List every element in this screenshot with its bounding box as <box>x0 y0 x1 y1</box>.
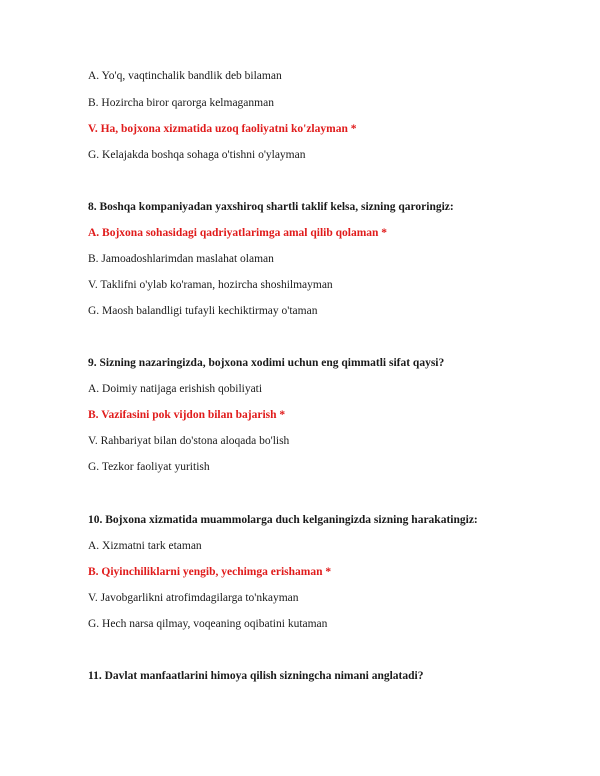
option-7a: A. Yo'q, vaqtinchalik bandlik deb bilaman <box>88 70 282 82</box>
option-10g: G. Hech narsa qilmay, voqeaning oqibatini kutaman <box>88 618 328 630</box>
option-7g: G. Kelajakda boshqa sohaga o'tishni o'ylayman <box>88 149 306 161</box>
question-11: 11. Davlat manfaatlarini himoya qilish sizningcha nimani anglatadi? <box>88 670 424 682</box>
option-8v: V. Taklifni o'ylab ko'raman, hozircha shoshilmayman <box>88 279 333 291</box>
question-8: 8. Boshqa kompaniyadan yaxshiroq shartli taklif kelsa, sizning qaroringiz: <box>88 201 454 213</box>
option-8g: G. Maosh balandligi tufayli kechiktirmay o'taman <box>88 305 318 317</box>
option-10a: A. Xizmatni tark etaman <box>88 540 202 552</box>
option-7v-correct: V. Ha, bojxona xizmatida uzoq faoliyatni ko'zlayman * <box>88 123 357 135</box>
question-10: 10. Bojxona xizmatida muammolarga duch kelganingizda sizning harakatingiz: <box>88 514 478 526</box>
option-9g: G. Tezkor faoliyat yuritish <box>88 461 210 473</box>
option-10v: V. Javobgarlikni atrofimdagilarga to'nkayman <box>88 592 299 604</box>
option-9b-correct: B. Vazifasini pok vijdon bilan bajarish * <box>88 409 286 421</box>
option-9v: V. Rahbariyat bilan do'stona aloqada bo'lish <box>88 435 290 447</box>
option-7b: B. Hozircha biror qarorga kelmaganman <box>88 97 274 109</box>
option-10b-correct: B. Qiyinchiliklarni yengib, yechimga erishaman * <box>88 566 332 578</box>
option-9a: A. Doimiy natijaga erishish qobiliyati <box>88 383 263 395</box>
option-8a-correct: A. Bojxona sohasidagi qadriyatlarimga amal qilib qolaman * <box>88 227 388 239</box>
option-8b: B. Jamoadoshlarimdan maslahat olaman <box>88 253 274 265</box>
question-9: 9. Sizning nazaringizda, bojxona xodimi uchun eng qimmatli sifat qaysi? <box>88 357 445 369</box>
